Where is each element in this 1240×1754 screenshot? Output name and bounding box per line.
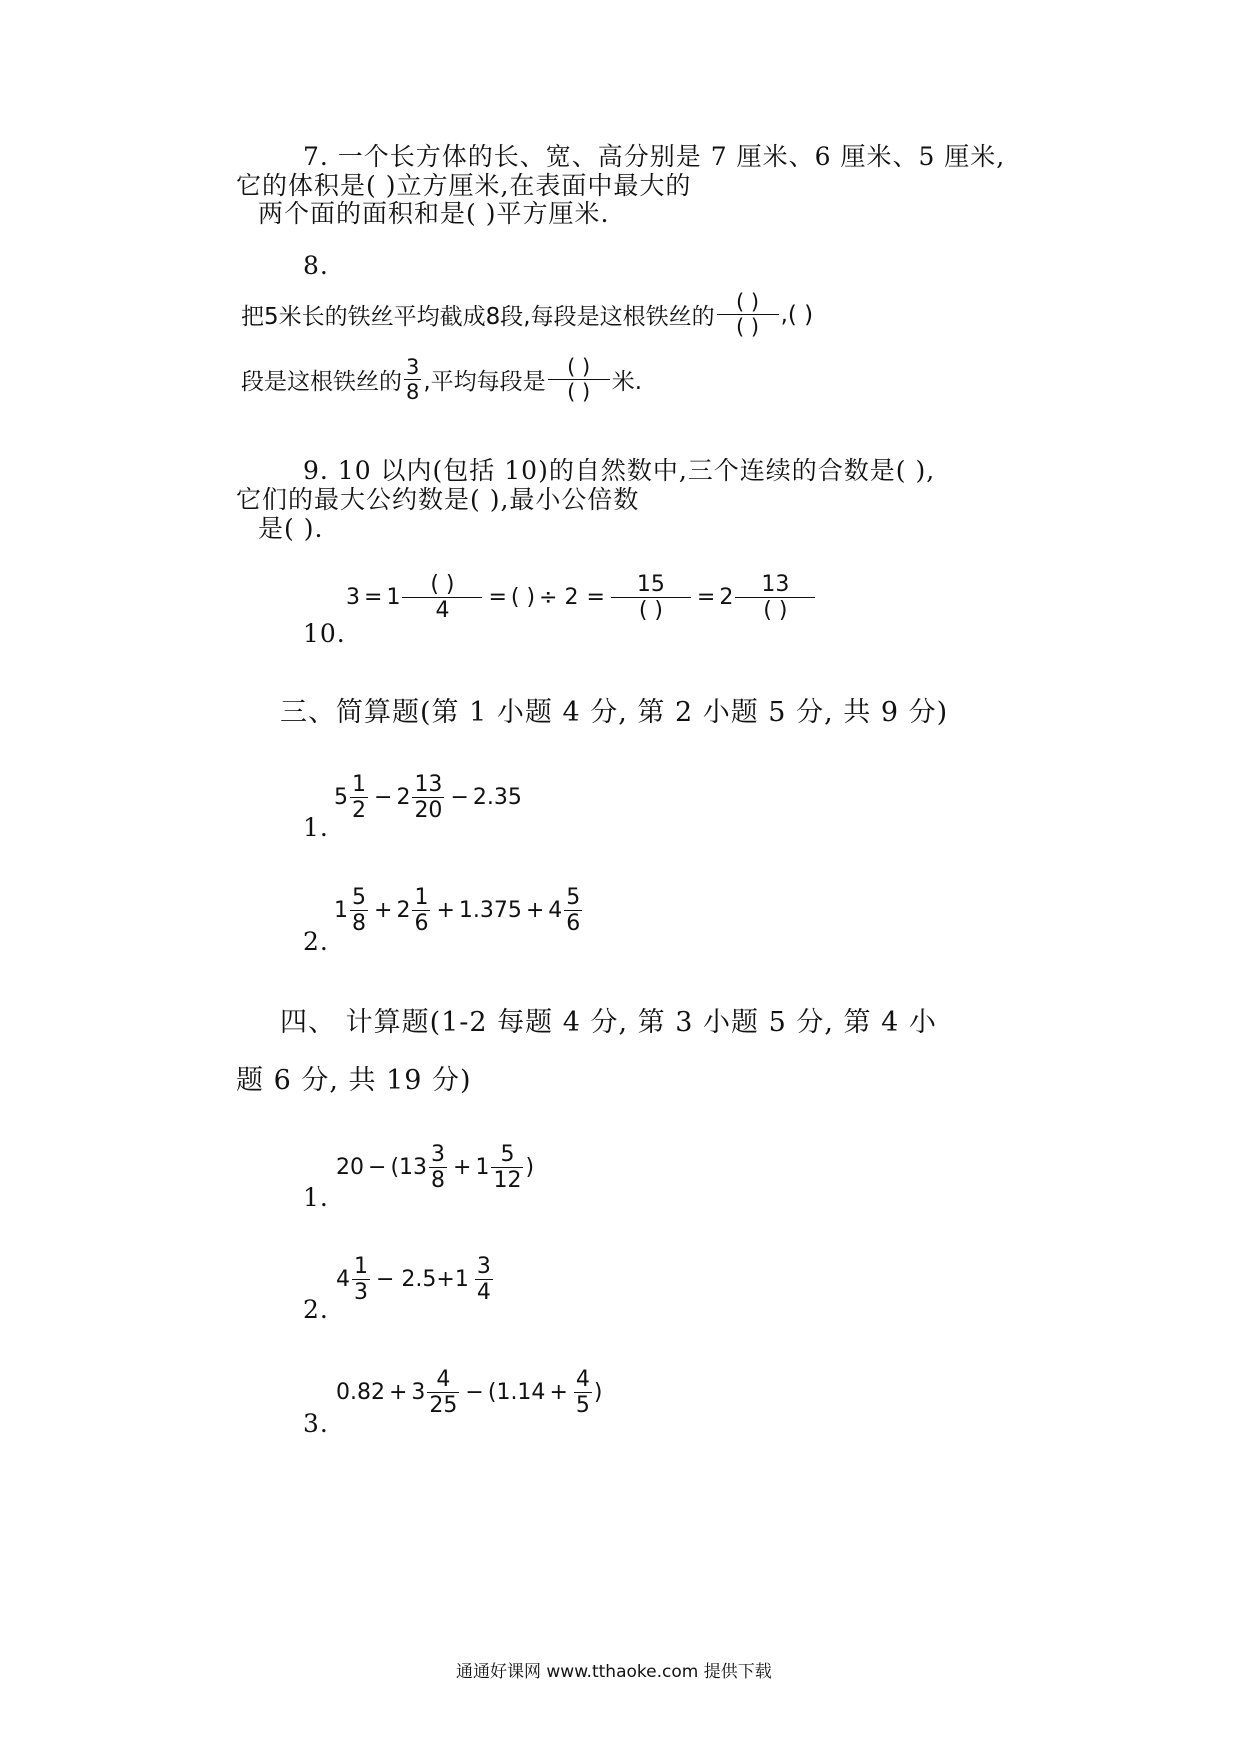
q10-frac3-num: 13 [761, 572, 790, 597]
s3-p2-frac1 [350, 885, 368, 937]
q10-lhs: 3 [346, 585, 360, 611]
s4-p2-d2: 4 [476, 1280, 491, 1306]
q9-line1: 9. 10 以内(包括 10)的自然数中,三个连续的合数是( ), [303, 456, 936, 485]
s3-p2-op1: + [374, 898, 393, 924]
s3-p1-number: 1. [303, 813, 329, 842]
q8-blank-fraction-1 [717, 290, 779, 339]
s4-p3-expression [336, 1367, 602, 1419]
s4-p1-expression [336, 1142, 534, 1194]
s4-p1-n2: 5 [500, 1142, 515, 1167]
s3-p2-mid: 1.375 [458, 898, 522, 924]
q8-line2-text: 段是这根铁丝的 [241, 369, 402, 396]
s4-p3-op2: − [465, 1380, 484, 1406]
s4-p3-frac1 [427, 1367, 459, 1419]
q10-frac3-den: ( ) [763, 598, 788, 624]
q8-line1-tail: ,( ) [780, 301, 814, 328]
q8-blank2-numerator: ( ) [567, 355, 591, 379]
s4-p1-frac2 [491, 1142, 523, 1194]
q10-frac2-den: ( ) [638, 598, 663, 624]
q10-fraction-1 [402, 572, 482, 624]
s3-p2-n2: 1 [414, 885, 429, 910]
q7-line3: 两个面的面积和是( )平方厘米. [258, 199, 610, 228]
s4-p2-d1: 3 [354, 1280, 368, 1306]
s4-p3-d1: 25 [429, 1393, 458, 1419]
s4-p1-d1: 8 [431, 1168, 446, 1194]
q10-number: 10. [303, 619, 346, 648]
q10-frac1-den: 4 [435, 598, 450, 624]
s4-p1-open: (13 [390, 1155, 428, 1181]
s3-p2-w3: 4 [548, 898, 563, 924]
footer-watermark: 通通好课网 www.tthaoke.com 提供下载 [456, 1662, 772, 1682]
s4-p3-number: 3. [303, 1409, 329, 1438]
q8-line2 [241, 355, 642, 404]
q8-blank-numerator: ( ) [736, 290, 760, 314]
s3-p2-frac3 [564, 885, 582, 937]
s4-p1-w2: 1 [475, 1155, 490, 1181]
s4-p2-frac2 [475, 1254, 493, 1306]
s4-p3-frac2 [574, 1367, 592, 1419]
q8-blank-fraction-2 [548, 355, 610, 404]
s4-p2-expression [336, 1254, 495, 1306]
s3-p2-d3: 6 [566, 911, 581, 937]
s3-p1-frac2 [412, 772, 444, 824]
s3-p2-frac2 [412, 885, 430, 937]
q10-div: ÷ 2 [539, 585, 579, 611]
q10-eq3: = [586, 585, 605, 611]
s4-p2-n2: 3 [476, 1254, 491, 1279]
s3-p2-n1: 5 [352, 885, 366, 910]
q8-blank-denominator: ( ) [736, 315, 760, 340]
q9-line3: 是( ). [258, 514, 324, 543]
q8-line2-mid: ,平均每段是 [423, 369, 546, 396]
q10-frac1-num: ( ) [430, 572, 455, 597]
s3-p1-d1: 2 [352, 798, 366, 824]
section4-heading-line1: 四、 计算题(1-2 每题 4 分, 第 3 小题 5 分, 第 4 小 [280, 1007, 937, 1038]
s4-p1-head: 20 [336, 1155, 364, 1181]
s4-p2-n1: 1 [354, 1254, 368, 1279]
s3-p2-n3: 5 [566, 885, 581, 910]
section3-heading: 三、简算题(第 1 小题 4 分, 第 2 小题 5 分, 共 9 分) [280, 697, 949, 728]
section4-heading-line2: 题 6 分, 共 19 分) [236, 1065, 472, 1096]
s4-p1-n1: 3 [431, 1142, 446, 1167]
s3-p2-w2: 2 [396, 898, 411, 924]
s4-p2-number: 2. [303, 1295, 329, 1324]
q9-line2: 它们的最大公约数是( ),最小公倍数 [236, 485, 640, 514]
s4-p2-frac1 [352, 1254, 370, 1306]
q10-whole2: 2 [719, 585, 734, 611]
q10-eq4: = [696, 585, 716, 611]
s4-p1-op2: + [453, 1155, 472, 1181]
q7-line2: 它的体积是( )立方厘米,在表面中最大的 [236, 171, 692, 200]
q7-line1: 7. 一个长方体的长、宽、高分别是 7 厘米、6 厘米、5 厘米, [303, 142, 1006, 171]
s3-p1-w2: 2 [396, 785, 411, 811]
q10-fraction-3 [735, 572, 815, 624]
q8-blank2-denominator: ( ) [567, 380, 591, 405]
s3-p1-frac1 [350, 772, 368, 824]
s3-p1-op2: − [450, 785, 469, 811]
s4-p3-d2: 5 [575, 1393, 590, 1419]
s4-p2-mid: − 2.5+1 [376, 1267, 469, 1293]
s4-p1-close: ) [525, 1155, 535, 1181]
q10-whole1: 1 [386, 585, 401, 611]
q8-line1-text: 把5米长的铁丝平均截成8段,每段是这根铁丝的 [241, 304, 715, 331]
q8-fraction-3-8 [404, 355, 421, 404]
s3-p2-w1: 1 [334, 898, 348, 924]
s4-p3-n2: 4 [575, 1367, 590, 1392]
s3-p2-op3: + [525, 898, 545, 924]
q8-line2-tail: 米. [611, 369, 642, 396]
q8-line1 [241, 290, 813, 339]
s4-p3-open: (1.14 [487, 1380, 546, 1406]
s4-p3-op1: + [388, 1380, 408, 1406]
q10-eq2: = [488, 585, 507, 611]
q8-fraction-denominator: 8 [406, 380, 420, 405]
s4-p3-head: 0.82 [336, 1380, 385, 1406]
s3-p2-d1: 8 [352, 911, 366, 937]
s3-p2-d2: 6 [414, 911, 429, 937]
s4-p1-op1: − [368, 1155, 387, 1181]
q8-number: 8. [303, 251, 329, 280]
s4-p3-n1: 4 [436, 1367, 451, 1392]
s3-p1-op1: − [374, 785, 393, 811]
s3-p1-n2: 13 [414, 772, 443, 797]
s3-p2-op2: + [436, 898, 455, 924]
s3-p1-w1: 5 [334, 785, 348, 811]
s4-p2-w1: 4 [336, 1267, 350, 1293]
s3-p1-expression [334, 772, 522, 824]
s4-p1-number: 1. [303, 1183, 329, 1212]
s4-p3-close: ) [593, 1380, 603, 1406]
q10-frac2-num: 15 [636, 572, 665, 597]
s4-p3-op3: + [549, 1380, 568, 1406]
s3-p2-number: 2. [303, 927, 329, 956]
s4-p1-frac1 [429, 1142, 447, 1194]
q10-eq1: = [364, 585, 383, 611]
q10-paren-blank: ( ) [510, 585, 536, 611]
s4-p1-d2: 12 [493, 1168, 522, 1194]
s3-p2-expression [334, 885, 584, 937]
q8-fraction-numerator: 3 [406, 355, 420, 379]
s3-p1-d2: 20 [414, 798, 443, 824]
s3-p1-n1: 1 [352, 772, 366, 797]
q10-fraction-2 [611, 572, 691, 624]
q10-equation [346, 572, 817, 624]
s4-p3-w1: 3 [411, 1380, 426, 1406]
s3-p1-tail: 2.35 [472, 785, 522, 811]
